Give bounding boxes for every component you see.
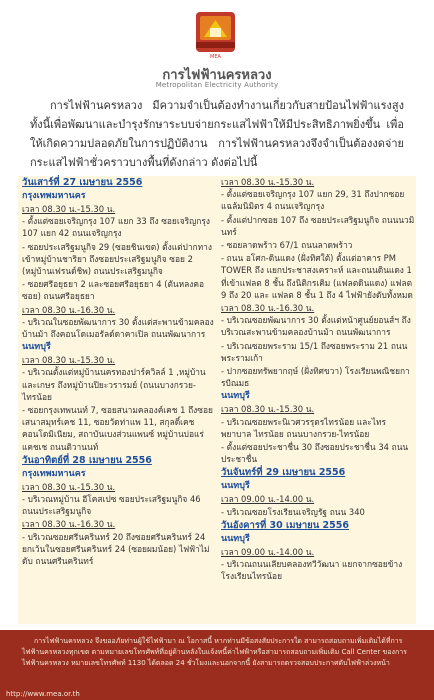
schedule-area: กรุงเทพมหานคร bbox=[22, 191, 86, 201]
schedule-item: - บริเวณซอยพระราม 15/1 ถึงซอยพระราม 21 ถนนพระรามเก้า bbox=[221, 340, 408, 363]
schedule-time: เวลา 09.00 น.-14.00 น. bbox=[221, 546, 315, 557]
schedule-area: นนทบุรี bbox=[221, 481, 250, 492]
footer bbox=[0, 630, 434, 700]
footer-text: การไฟฟ้านครหลวง จึงขออภัยท่านผู้ใช้ไฟฟ้ามา ณ โอกาสนี้ หากท่านมีข้อสงสัยประการใด สามารถสอบถามเพิ่มเติมได้ที่การไฟฟ้านครหลวงทุกเขต ตามหมายเลขโทรศัพท์ที่อยู่ด้านหลังใบแจ้งหนี้ค่าไฟฟ้าหรือสามารถสอบถามเพิ่มเติม Call Center ของการไฟฟ้านครหลวง หมายเลขโทรศัพท์ 1130 ได้ตลอด 24 ชั่วโมงและนอกจากนี้ ยังสามารถตรวจสอบประกาศดับไฟฟ้าล่วงหน้า bbox=[22, 637, 407, 667]
schedule-item: - ปากซอยทรัพยากฤษ์ (ฝั่งทิศขวา) โรงเรียนพณิชยการบีณมธ bbox=[221, 366, 410, 389]
schedule-time: เวลา 09.00 น.-14.00 น. bbox=[221, 494, 315, 505]
schedule-area: นนทบุรี bbox=[221, 391, 250, 402]
schedule-item: - ซอยลาดพร้าว 67/1 ถนนลาดพร้าว bbox=[221, 240, 353, 251]
schedule-item: - ถนน อโศก-ดินแดง (ฝั่งทิศใต้) ตั้งแต่อาคาร PM TOWER ถึง แยกประชาสงเคราะห์ และถนนดินแดง 1 ที่เข้าแฟลต 8 ชั้น ถึงนิติกรเคิม (แฟลตดินแดง) แฟลต 9 ถึง 20 และ แฟลต 8 ชั้น 1 ถึง 4 ไฟฟ้ายังดับทั้งหมด bbox=[221, 253, 413, 300]
schedule-item: - ซอยกรุงเทพนนท์ 7, ซอยสนามคลองค์เคช 1 ถึงซอยเสนาสมุทร์เคช 11, ซอยวัดท่าแพ 11, สกุลดิ์เคช คอนโดมิเนียม, สถาบันเบงส่วนแพนซ์ หมู่บ้านบ่อแร่แคชเช ถนนติวานนท์ bbox=[22, 405, 213, 452]
schedule-time: เวลา 08.30 น.-16.30 น. bbox=[22, 304, 116, 315]
schedule-time: เวลา 08.30 น.-15.30 น. bbox=[221, 177, 315, 187]
schedule-item: - ตั้งแต่ซอยประชาชื่น 30 ถึงซอยประชาชื่น 34 ถนนประชาชื่น bbox=[221, 442, 409, 465]
schedule-item: - ซอยประเสริฐมนูกิจ 29 (ซอยชินเขต) ตั้งแต่ปากทางเข้าหมู่บ้านชาริยา ถึงซอยประเสริฐมนูกิจ ซอย 2 (หมู่บ้านเฟรนด์ชิพ) ถนนประเสริฐมนูกิจ bbox=[22, 241, 212, 277]
mea-logo-icon bbox=[188, 10, 243, 60]
schedule-item: - บริเวณซอยศรีนครินทร์ 20 ถึงซอยศรีนครินทร์ 24 ยกเว้นในซอยศรีนครินทร์ 24 (ซอยผมน้อย) ไฟฟ้าไม่ดับ ถนนศรีนครินทร์ bbox=[22, 531, 210, 567]
schedule-right-column bbox=[221, 176, 416, 583]
schedule-area: นนทบุรี bbox=[221, 533, 250, 544]
schedule-item: - ตั้งแต่ปากซอย 107 ถึง ซอยประเสริฐมนูกิจ ถนนนวมินทร์ bbox=[221, 214, 415, 237]
schedule-item: - ตั้งแต่ซอยเจริญกรุง 107 แยก 33 ถึง ซอยเจริญกรุง 107 แยก 42 ถนนเจริญกรุง bbox=[22, 216, 210, 239]
schedule-area: นนทบุรี bbox=[22, 342, 51, 353]
schedule-item: - บริเวณซอยโรงเรียนเจริญรัฐ ถนน 340 bbox=[221, 506, 365, 517]
schedule-item: - บริเวณซอยพัฒนาการ 30 ตั้งแต่หน้าศูนย์ยอนส์ฯ ถึง บริเวณสะพานข้ามคลองบ้านม้า ถนนพัฒนาการ bbox=[221, 315, 411, 338]
svg-text:MEA: MEA bbox=[210, 54, 221, 60]
schedule-item: - บริเวณซอยพระนิเวศวรรุตรไทรน้อย และไทรพยาบาล ไทรน้อย ถนนบางกรวย-ไทรน้อย bbox=[221, 416, 387, 439]
schedule-item: - บริเวณตั้งแต่หมู่บ้านนครทองปาร์ควิลล์ 1 ,หมู่บ้านและเกษร ถึงหมู่บ้านปิยะวรารมย์ (ถนนบางกรวย-ไทรน้อย bbox=[22, 367, 206, 402]
schedule-time: เวลา 08.30 น.-15.30 น. bbox=[22, 481, 116, 492]
schedule-date: วันจันทร์ที่ 29 เมษายน 2556 bbox=[221, 467, 346, 479]
schedule-time: เวลา 08.30 น.-15.30 น. bbox=[221, 404, 315, 415]
schedule-item: - บริเวณในซอยพัฒนาการ 30 ตั้งแต่สะพานข้ามคลองบ้านม้า ถึงคอนโดเมอรัลด์ดาคาเปิล ถนนพัฒนาการ bbox=[22, 316, 214, 340]
schedule-time: เวลา 08.30 น.-15.30 น. bbox=[22, 355, 116, 366]
schedule-time: เวลา 08.30 น.-16.30 น. bbox=[22, 519, 116, 530]
outage-schedule-panel bbox=[18, 176, 416, 624]
schedule-item: - ซอยศรีอยุธยา 2 และซอยศรีอยุธยา 4 (ตันหลงคอซอย) ถนนศรีอยุธยา bbox=[22, 279, 205, 302]
org-name-english: Metropolitan Electricity Authority bbox=[155, 81, 279, 89]
header bbox=[0, 0, 434, 90]
schedule-date: วันเสาร์ที่ 27 เมษายน 2556 bbox=[22, 177, 143, 188]
schedule-date: วันอังคารที่ 30 เมษายน 2556 bbox=[221, 519, 349, 531]
schedule-time: เวลา 08.30 น.-16.30 น. bbox=[221, 303, 315, 314]
schedule-item: - ตั้งแต่ซอยเจริญกรุง 107 แยก 29, 31 ถึงปากซอยแฉล้มนิมิตร 4 ถนนเจริญกรุง bbox=[221, 189, 405, 212]
schedule-date: วันอาทิตย์ที่ 28 เมษายน 2556 bbox=[22, 454, 152, 466]
org-name-thai: การไฟฟ้านครหลวง bbox=[162, 68, 272, 83]
schedule-time: เวลา 08.30 น.-15.30 น. bbox=[22, 204, 116, 214]
schedule-item: - บริเวณหมู่บ้าน อีโคสเปซ ซอยประเสริฐมนูกิจ 46 ถนนประเสริฐมนูกิจ bbox=[22, 494, 201, 517]
intro-text: การไฟฟ้านครหลวง มีความจำเป็นต้องทำงานเกี่ยวกับสายป้อนไฟฟ้าแรงสูง ทั้งนี้เพื่อพัฒนาและบำรุงรักษาระบบจ่ายกระแสไฟฟ้าให้มีประสิทธิภาพยิ่งขึ้น เพื่อให้เกิดความปลอดภัยในการปฏิบัติงาน การไฟฟ้านครหลวงจึงจำเป็นต้องงดจ่ายกระแสไฟฟ้าชั่วคราวบางพื้นที่ดังกล่าว ดังต่อไปนี้ bbox=[30, 99, 404, 169]
footer-url[interactable]: http://www.mea.or.th bbox=[6, 690, 80, 698]
schedule-item: - บริเวณถนนเลียบคลองทวีวัฒนา แยกจากซอยข้างโรงเรียนไทรน้อย bbox=[221, 559, 403, 582]
schedule-left-column bbox=[22, 176, 217, 568]
intro-paragraph bbox=[30, 96, 404, 172]
schedule-area: กรุงเทพมหานคร bbox=[22, 468, 86, 479]
